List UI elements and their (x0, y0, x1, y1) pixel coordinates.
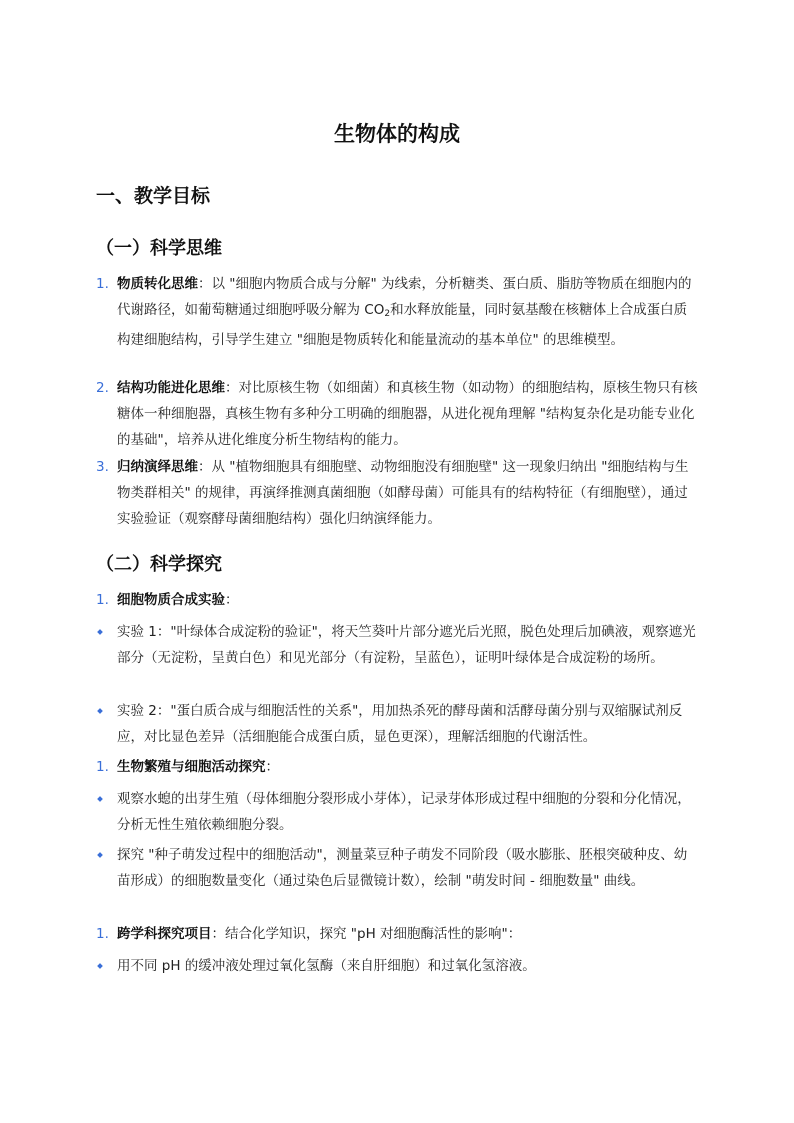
bullet-icon (97, 852, 103, 858)
item-text (117, 754, 700, 780)
item-label: 生物繁殖与细胞活动探究 (117, 759, 266, 775)
item-label: 结构功能进化思维 (117, 380, 225, 396)
bullet-text: 实验 2："蛋白质合成与细胞活性的关系"，用加热杀死的酵母菌和活酵母菌分别与双缩脲试剂反应，对比显色差异（活细胞能合成蛋白质，显色更深），理解活细胞的代谢活性。 (117, 703, 683, 745)
numbered-item (96, 454, 700, 532)
item-label: 归纳演绎思维 (117, 459, 198, 475)
bullet-icon (97, 629, 103, 635)
bullet-text: 观察水螅的出芽生殖（母体细胞分裂形成小芽体），记录芽体形成过程中细胞的分裂和分化情况，分析无性生殖依赖细胞分裂。 (117, 791, 691, 833)
subscript: 2 (384, 309, 391, 319)
numbered-item (96, 587, 700, 613)
item-body-part: ：以 "细胞内物质合成与分解" 为线索，分析糖类、蛋白质、脂肪等物质在细胞内的代谢路径，如葡萄糖通过细胞呼吸分解为 CO (117, 276, 692, 318)
item-text (117, 375, 700, 453)
bullet-icon (97, 963, 103, 969)
item-number: 2. (96, 380, 109, 396)
item-number: 3. (96, 459, 109, 475)
bullet-icon (97, 796, 103, 802)
item-body: ：结合化学知识，探究 "pH 对细胞酶活性的影响"： (211, 926, 522, 942)
item-label: 跨学科探究项目 (117, 926, 212, 942)
numbered-item (96, 271, 700, 353)
subsection-heading-scientific-thinking: （一）科学思维 (96, 238, 222, 259)
item-body: ： (265, 759, 279, 775)
item-text (117, 587, 700, 613)
item-text (117, 454, 700, 532)
bullet-text: 用不同 pH 的缓冲液处理过氧化氢酶（来自肝细胞）和过氧化氢溶液。 (117, 958, 536, 974)
numbered-item (96, 921, 700, 947)
item-body: ： (225, 592, 239, 608)
item-number: 1. (96, 926, 109, 942)
numbered-item (96, 754, 700, 780)
item-text (117, 271, 700, 353)
item-body: ：对比原核生物（如细菌）和真核生物（如动物）的细胞结构，原核生物只有核糖体一种细胞器，真核生物有多种分工明确的细胞器，从进化视角理解 "结构复杂化是功能专业化的基础"，培养从进化维度分析生物结构的能力。 (117, 380, 698, 448)
item-body: ：从 "植物细胞具有细胞壁、动物细胞没有细胞壁" 这一现象归纳出 "细胞结构与生物类群相关" 的规律，再演绎推测真菌细胞（如酵母菌）可能具有的结构特征（有细胞壁），通过实验验证（观察酵母菌细胞结构）强化归纳演绎能力。 (117, 459, 689, 527)
bullet-text: 探究 "种子萌发过程中的细胞活动"，测量菜豆种子萌发不同阶段（吸水膨胀、胚根突破种皮、幼苗形成）的细胞数量变化（通过染色后显微镜计数），绘制 "萌发时间 - 细胞数量" 曲线。 (117, 847, 688, 889)
item-label: 物质转化思维 (117, 276, 198, 292)
item-text (117, 921, 700, 947)
bullet-item (96, 698, 700, 750)
item-number: 1. (96, 592, 109, 608)
subsection-heading-scientific-inquiry: （二）科学探究 (96, 554, 222, 575)
bullet-item (96, 786, 700, 838)
bullet-text: 实验 1："叶绿体合成淀粉的验证"，将天竺葵叶片部分遮光后光照，脱色处理后加碘液，观察遮光部分（无淀粉，呈黄白色）和见光部分（有淀粉，呈蓝色），证明叶绿体是合成淀粉的场所。 (117, 624, 696, 666)
section-heading-teaching-goals: 一、教学目标 (96, 185, 211, 207)
bullet-item (96, 619, 700, 671)
page-title: 生物体的构成 (334, 122, 460, 146)
item-number: 1. (96, 276, 109, 292)
numbered-item (96, 375, 700, 453)
bullet-icon (97, 708, 103, 714)
item-number: 1. (96, 759, 109, 775)
item-label: 细胞物质合成实验 (117, 592, 225, 608)
bullet-item (96, 953, 700, 979)
item-body-part: 和水释放能量，同时氨基酸在核糖体上合成蛋白质构建细胞结构，引导学生建立 "细胞是物质转化和能量流动的基本单位" 的思维模型。 (117, 302, 688, 348)
bullet-item (96, 842, 700, 894)
